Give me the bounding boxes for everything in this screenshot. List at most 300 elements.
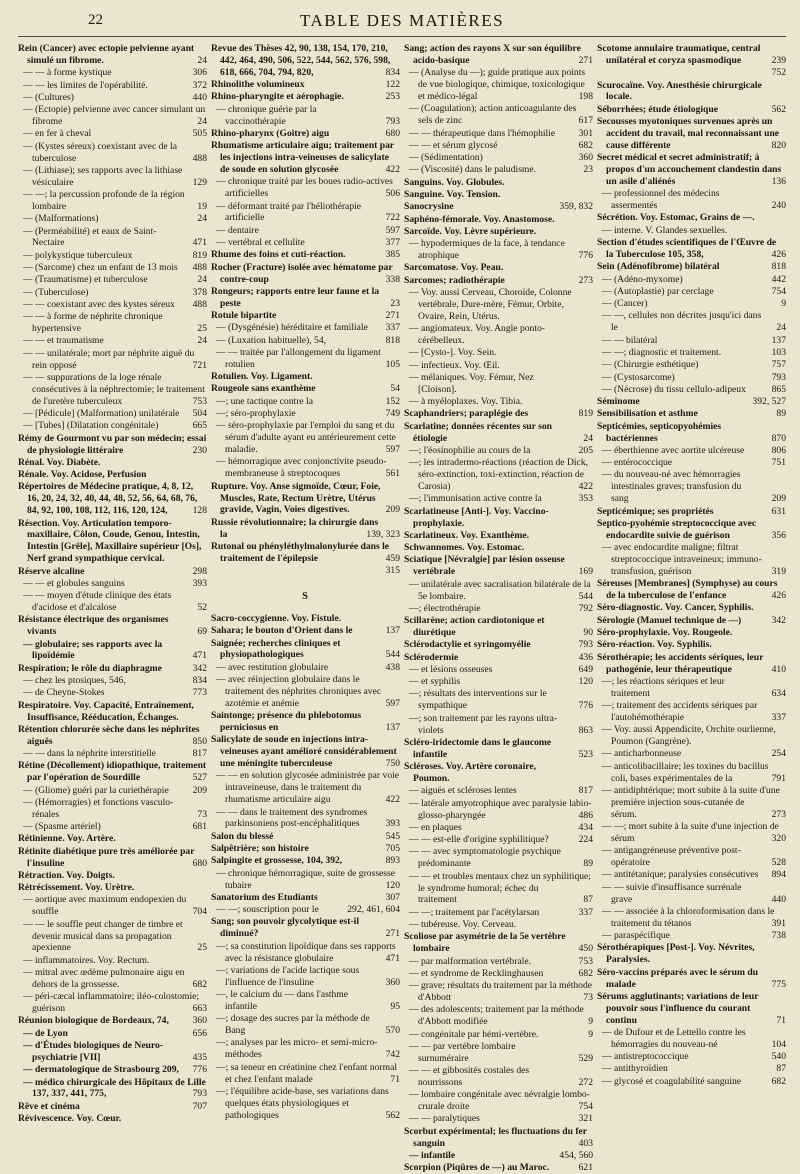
entry-text: — avec réinjection globulaire dans le traitement des néphrites chroniques avec azotémie et anémie <box>216 674 382 709</box>
entry-text: — mélaniques. Voy. Fémur, Nez [Cloison]. <box>409 371 534 395</box>
entry-text: — — et globules sanguins <box>23 577 125 589</box>
entry-page-ref: 775 <box>760 979 786 991</box>
entry-text: — (Chirurgie esthétique) <box>602 359 699 371</box>
entry-page-ref: 422 <box>567 481 593 493</box>
entry-text: Schwannomes. Voy. Estomac. <box>404 542 525 554</box>
entry-page-ref: 722 <box>374 212 400 224</box>
index-entry <box>404 323 593 347</box>
index-entry <box>597 724 786 748</box>
entry-page-ref: 372 <box>181 80 207 92</box>
index-entry <box>18 833 207 845</box>
entry-page-ref: 504 <box>181 408 207 420</box>
index-entry <box>404 846 593 870</box>
index-entry <box>597 785 786 821</box>
entry-page-ref: 410 <box>760 664 786 676</box>
entry-text: — — moyen d'étude clinique des états d'acidose et d'alcalose <box>23 590 172 614</box>
index-entry <box>404 968 593 980</box>
index-entry <box>404 798 593 822</box>
entry-text: — chronique hémorragique, suite de grossesse tubaire <box>216 867 396 891</box>
entry-page-ref: 9 <box>567 1016 593 1028</box>
entry-page-ref: 631 <box>760 506 786 518</box>
entry-page-ref: 773 <box>181 687 207 699</box>
index-entry <box>211 625 400 637</box>
entry-text: Rhino-pharyngite et aérophagie. <box>211 91 344 103</box>
index-entry <box>18 141 207 165</box>
entry-page-ref: 71 <box>760 1015 786 1027</box>
index-entry <box>18 1015 207 1027</box>
index-entry <box>404 579 593 603</box>
index-entry <box>211 249 400 261</box>
entry-text: — des adolescents; traitement par la méthode d'Abbott modifiée <box>409 1004 584 1028</box>
entry-text: — [Pédicule] (Malformation) unilatérale <box>23 408 180 419</box>
entry-page-ref: 471 <box>181 650 207 662</box>
index-entry <box>211 383 400 395</box>
entry-page-ref: 544 <box>374 649 400 661</box>
entry-page-ref: 209 <box>374 504 400 516</box>
index-entry <box>211 335 400 347</box>
entry-text: Rotule bipartite <box>211 310 277 322</box>
entry-page-ref: 360 <box>567 152 593 164</box>
entry-text: — — et troubles mentaux chez un syphilitique; le syndrome humoral; échec du traitement <box>409 870 591 906</box>
entry-page-ref: 271 <box>374 928 400 940</box>
entry-page-ref: 103 <box>760 347 786 359</box>
entry-text: — hémorragique avec conjonctivite pseudo-membraneuse à streptocoques <box>216 456 387 480</box>
index-entry <box>404 189 593 201</box>
entry-text: Secret médical et secret administratif; à propos d'un accouchement clandestin dans un asile d'aliénés <box>597 152 782 187</box>
entry-text: Révivescence. Voy. Cœur. <box>18 1113 122 1125</box>
entry-page-ref: 436 <box>567 652 593 664</box>
entry-text: Sanguine. Voy. Tension. <box>404 189 501 200</box>
entry-text: — de Cheyne-Stokes <box>23 687 105 699</box>
index-entry <box>18 1064 207 1076</box>
index-entry <box>404 457 593 493</box>
index-entry <box>597 408 786 420</box>
index-entry <box>211 565 400 577</box>
entry-text: Sclérodermie <box>404 651 459 663</box>
index-entry <box>597 1027 786 1051</box>
index-entry <box>597 469 786 505</box>
entry-text: — (Autoplastie) par cerclage <box>602 285 714 297</box>
entry-text: — aortique avec maximum endopexien du souffle <box>23 894 187 918</box>
index-entry <box>404 128 593 140</box>
index-entry <box>597 286 786 298</box>
entry-page-ref: 306 <box>181 67 207 79</box>
index-entry <box>18 1028 207 1040</box>
entry-page-ref: 681 <box>181 821 207 833</box>
index-entry <box>211 104 400 128</box>
entry-text: — chronique traité par les boues radio-actives artificielles <box>216 176 393 200</box>
entry-text: — (Coagulation); action anticoagulante des sels de zinc <box>409 103 577 127</box>
entry-text: — et lésions osseuses <box>409 663 493 675</box>
index-entry <box>597 372 786 384</box>
index-entry <box>404 347 593 359</box>
entry-text: — (Dysgénésie) héréditaire et familiale <box>216 322 368 334</box>
index-entry <box>404 1004 593 1028</box>
index-entry <box>404 664 593 676</box>
index-entry <box>404 871 593 907</box>
entry-text: — — est-elle d'origine syphilitique? <box>409 834 549 846</box>
index-entry <box>211 1086 400 1122</box>
entry-page-ref: 301 <box>567 128 593 140</box>
index-entry <box>211 128 400 140</box>
index-entry <box>404 785 593 797</box>
entry-text: — (Spasme artériel) <box>23 821 101 833</box>
entry-text: Sciatique [Névralgie] par lésion osseuse vertébrale <box>404 554 565 578</box>
index-entry <box>211 286 400 310</box>
entry-page-ref: 663 <box>181 1003 207 1015</box>
entry-text: — glycosé et coagulabilité sanguine <box>602 1075 742 1087</box>
index-entry <box>18 481 207 517</box>
index-entry <box>211 140 400 176</box>
index-entry <box>211 892 400 904</box>
index-entry <box>597 43 786 67</box>
entry-text: — —; diagnostic et traitement. <box>602 346 722 358</box>
index-entry <box>18 1077 207 1101</box>
index-entry <box>18 991 207 1015</box>
index-entry <box>404 980 593 1004</box>
entry-text: Séro-vaccins préparés avec le sérum du malade <box>597 966 759 990</box>
entry-text: — — paralytiques <box>409 1113 480 1125</box>
index-entry <box>404 177 593 189</box>
entry-text: — lombaire congénitale avec névralgie lombo-crurale droite <box>409 1089 590 1113</box>
index-entry <box>404 652 593 664</box>
index-entry <box>18 614 207 638</box>
entry-page-ref: 25 <box>181 942 207 954</box>
index-columns <box>18 43 786 1174</box>
index-entry <box>211 868 400 892</box>
index-entry <box>404 152 593 164</box>
entry-text: — [Cysto-]. Voy. Sein. <box>409 347 497 359</box>
entry-page-ref: 850 <box>181 736 207 748</box>
entry-page-ref: 337 <box>760 712 786 724</box>
index-entry <box>18 274 207 286</box>
entry-page-ref: 442 <box>760 274 786 286</box>
entry-page-ref: 9 <box>760 298 786 310</box>
entry-text: — d'Études biologiques de Neuro-psychiatrie [VII] <box>23 1040 164 1063</box>
entry-page-ref: 597 <box>374 698 400 710</box>
index-entry <box>211 638 400 662</box>
entry-text: — péri-cæcal inflammatoire; iléo-colostomie; guérison <box>23 991 200 1015</box>
entry-page-ref: 73 <box>181 809 207 821</box>
index-entry <box>18 870 207 882</box>
entry-page-ref: 129 <box>181 177 207 189</box>
entry-page-ref: 25 <box>181 323 207 335</box>
index-entry <box>404 822 593 834</box>
entry-page-ref: 137 <box>374 625 400 637</box>
entry-page-ref: 806 <box>760 445 786 457</box>
entry-text: — infantile <box>409 1149 456 1161</box>
entry-page-ref: 224 <box>567 834 593 846</box>
index-entry <box>597 298 786 310</box>
index-entry <box>211 225 400 237</box>
entry-page-ref: 450 <box>567 943 593 955</box>
index-entry <box>404 676 593 688</box>
entry-page-ref: 136 <box>760 176 786 188</box>
index-entry <box>18 311 207 335</box>
index-entry <box>211 176 400 200</box>
index-entry <box>211 237 400 249</box>
entry-text: Rémy de Gourmont vu par son médecin; essai de physiologie littéraire <box>18 432 207 456</box>
entry-text: Scurocaïne. Voy. Anesthésie chirurgicale locale. <box>597 79 762 103</box>
index-column-2 <box>211 43 400 1121</box>
entry-text: Rétention chlorurée sèche dans les néphrites aiguës <box>18 723 200 747</box>
index-entry <box>597 359 786 371</box>
entry-text: — inflammatoires. Voy. Rectum. <box>23 954 150 966</box>
entry-text: — — avec symptomatologie psychique prédominante <box>409 846 561 870</box>
entry-page-ref: 139, 323 <box>366 528 400 540</box>
entry-page-ref: 393 <box>181 578 207 590</box>
entry-page-ref: 403 <box>567 1138 593 1150</box>
entry-page-ref: 24 <box>181 274 207 286</box>
index-entry <box>404 530 593 542</box>
entry-page-ref: 486 <box>567 810 593 822</box>
entry-text: Rhume des foins et cuti-réaction. <box>211 249 346 261</box>
entry-page-ref: 488 <box>181 153 207 165</box>
index-entry <box>18 213 207 225</box>
index-entry <box>404 688 593 712</box>
entry-text: Séminome <box>597 396 640 408</box>
entry-page-ref: 273 <box>760 809 786 821</box>
entry-page-ref: 273 <box>567 275 593 287</box>
index-entry <box>404 542 593 554</box>
entry-text: Résistance électrique des organismes vivants <box>18 614 169 638</box>
index-entry <box>597 906 786 930</box>
entry-page-ref: 342 <box>760 615 786 627</box>
entry-text: Sérologie (Manuel technique de —) <box>597 614 742 626</box>
entry-text: Respiration; le rôle du diaphragme <box>18 662 162 674</box>
entry-text: Rongeurs; rapports entre leur faune et la peste <box>211 285 380 309</box>
entry-text: Salpêtrière; son histoire <box>211 843 309 855</box>
index-entry <box>597 506 786 518</box>
index-entry <box>404 956 593 968</box>
index-entry <box>597 615 786 627</box>
entry-page-ref: 454, 560 <box>559 1149 593 1161</box>
index-entry <box>597 188 786 212</box>
index-entry <box>597 748 786 760</box>
entry-page-ref: 24 <box>181 116 207 128</box>
entry-text: — congénitale par hémi-vertèbre. <box>409 1028 539 1040</box>
entry-text: — (Analyse du —); guide pratique aux points de vue biologique, chimique, toxicologique et médico-légal <box>409 67 586 103</box>
entry-text: Sahara; le bouton d'Orient dans le <box>211 625 353 637</box>
entry-text: — du nouveau-né avec hémorragies intestinales graves; transfusion du sang <box>602 469 742 505</box>
entry-page-ref: 271 <box>374 310 400 322</box>
entry-page-ref: 272 <box>567 1077 593 1089</box>
entry-text: — éberthienne avec aortite ulcéreuse <box>602 444 745 456</box>
index-entry <box>211 662 400 674</box>
entry-page-ref: 23 <box>374 298 400 310</box>
entry-page-ref: 105 <box>374 359 400 371</box>
entry-page-ref: 471 <box>181 237 207 249</box>
entry-page-ref: 120 <box>374 880 400 892</box>
index-entry <box>597 225 786 237</box>
index-entry <box>18 348 207 372</box>
entry-text: Scarlatineuse [Anti-]. Voy. Vaccino-prophylaxie. <box>404 505 549 529</box>
entry-text: — — dans le traitement des syndromes parkinsoniens post-encéphalitiques <box>216 806 368 830</box>
index-entry <box>18 420 207 432</box>
entry-text: Sang; action des rayons X sur son équilibre acido-basique <box>404 43 581 66</box>
entry-page-ref: 757 <box>760 359 786 371</box>
index-entry <box>18 67 207 79</box>
entry-page-ref: 253 <box>374 91 400 103</box>
entry-text: Réunion biologique de Bordeaux, 74, <box>18 1015 169 1027</box>
entry-page-ref: 426 <box>760 590 786 602</box>
entry-text: — anticharbonneuse <box>602 748 682 760</box>
entry-page-ref: 505 <box>181 128 207 140</box>
entry-text: —; sa constitution lipoïdique dans ses rapports avec la résistance globulaire <box>216 940 396 964</box>
entry-text: — séro-prophylaxie par l'emploi du sang et du sérum d'adulte ayant eu antérieurement cette maladie. <box>216 420 396 456</box>
index-entry <box>404 238 593 262</box>
entry-page-ref: 438 <box>374 662 400 674</box>
entry-text: —; l'éosinophilie au cours de la <box>409 444 531 456</box>
entry-page-ref: 137 <box>760 335 786 347</box>
entry-text: — (Gliome) guéri par la curiethérapie <box>23 784 169 796</box>
index-entry <box>18 955 207 967</box>
entry-page-ref: 527 <box>181 772 207 784</box>
entry-page-ref: 544 <box>567 591 593 603</box>
entry-text: — — à forme kystique <box>23 67 112 79</box>
entry-text: — (Sédimentation) <box>409 152 483 164</box>
index-entry <box>404 1065 593 1089</box>
entry-text: — entérococcique <box>602 457 673 469</box>
entry-text: — angiomateux. Voy. Angle ponto-cérébelleux. <box>409 323 545 346</box>
entry-page-ref: 9 <box>567 1029 593 1041</box>
index-entry <box>404 506 593 530</box>
entry-text: — antistreptococcique <box>602 1051 689 1063</box>
entry-text: — aiguës et scléroses lentes <box>409 785 517 797</box>
entry-text: Rénale. Voy. Acidose, Perfusion <box>18 469 147 481</box>
entry-text: — avec restitution globulaire <box>216 661 329 673</box>
index-entry <box>597 991 786 1027</box>
index-entry <box>597 347 786 359</box>
entry-text: Rocher (Fracture) isolée avec hématome par contre-coup <box>211 261 393 285</box>
index-entry <box>211 408 400 420</box>
index-entry <box>404 1113 593 1125</box>
entry-page-ref: 707 <box>181 1101 207 1113</box>
entry-page-ref: 440 <box>760 894 786 906</box>
index-entry <box>404 421 593 445</box>
index-entry <box>18 919 207 955</box>
index-entry <box>404 931 593 955</box>
entry-page-ref: 209 <box>760 493 786 505</box>
entry-page-ref: 682 <box>567 140 593 152</box>
index-entry <box>404 919 593 931</box>
index-entry <box>404 907 593 919</box>
entry-text: Saphéno-fémorale. Voy. Anastomose. <box>404 213 555 225</box>
entry-page-ref: 73 <box>567 992 593 1004</box>
index-entry <box>404 1089 593 1113</box>
entry-text: — paraspécifique <box>602 930 670 942</box>
index-entry <box>404 493 593 505</box>
index-entry <box>211 941 400 965</box>
index-entry <box>404 713 593 737</box>
entry-page-ref: 122 <box>374 79 400 91</box>
entry-text: Séro-réaction. Voy. Syphilis. <box>597 639 712 651</box>
entry-page-ref: 23 <box>567 164 593 176</box>
entry-text: Rétine (Décollement) idiopathique, traitement par l'opération de Sourdille <box>18 760 207 784</box>
index-entry <box>18 80 207 92</box>
entry-text: Sérums agglutinants; variations de leur pouvoir sous l'influence du courant continu <box>597 990 759 1026</box>
entry-text: — mitral avec œdème pulmonaire aigu en dehors de la grossesse. <box>23 967 185 990</box>
entry-text: — (Malformations) <box>23 213 99 225</box>
entry-page-ref: 321 <box>567 1113 593 1125</box>
entry-text: Rhumatisme articulaire aigu; traitement par les injections intra-veineuses de salicylate de soude en solution glycosée <box>211 140 394 176</box>
page-title: TABLE DES MATIÈRES <box>299 11 505 30</box>
index-entry <box>211 904 400 916</box>
entry-text: Sérothérapiques [Post-]. Voy. Névrites, Paralysies. <box>597 942 755 966</box>
index-entry <box>18 967 207 991</box>
entry-text: — et syndrome de Recklinghausen <box>409 967 544 979</box>
index-entry <box>18 226 207 250</box>
entry-page-ref: 680 <box>374 128 400 140</box>
entry-page-ref: 24 <box>760 322 786 334</box>
entry-page-ref: 749 <box>374 408 400 420</box>
entry-text: Sacro-coccygienne. Voy. Fistule. <box>211 612 342 624</box>
index-entry <box>597 1063 786 1075</box>
entry-text: — médico chirurgicale des Hôpitaux de Lille 137, 337, 441, 775, <box>23 1076 206 1100</box>
entry-text: — en fer à cheval <box>23 128 92 140</box>
entry-page-ref: 89 <box>760 408 786 420</box>
entry-text: — (Adéno-myxome) <box>602 273 683 285</box>
index-entry <box>18 250 207 262</box>
index-entry <box>211 310 400 322</box>
index-entry <box>597 652 786 676</box>
entry-page-ref: 120 <box>567 676 593 688</box>
index-entry <box>18 43 207 67</box>
entry-page-ref: 753 <box>181 396 207 408</box>
index-entry <box>18 797 207 821</box>
index-entry <box>18 639 207 663</box>
entry-text: — — suivie d'insuffisance surrénale grave <box>602 881 742 905</box>
entry-page-ref: 834 <box>181 675 207 687</box>
index-entry <box>597 930 786 942</box>
entry-text: — en plaques <box>409 821 462 833</box>
entry-text: Section d'études scientifiques de l'Œuvre de la Tuberculose 105, 358, <box>597 237 777 260</box>
index-entry <box>404 140 593 152</box>
index-entry <box>404 226 593 238</box>
entry-page-ref: 705 <box>374 843 400 855</box>
index-entry <box>597 384 786 396</box>
index-entry <box>211 43 400 79</box>
entry-text: — — unilatérale; mort par néphrite aiguë du rein opposé <box>23 347 195 371</box>
entry-text <box>211 565 237 576</box>
entry-page-ref: 434 <box>567 822 593 834</box>
index-entry <box>18 469 207 481</box>
entry-page-ref: 87 <box>760 1063 786 1075</box>
entry-text: Sérothérapie; les accidents sériques, leur pathogénie, leur thérapeutique <box>597 651 764 675</box>
index-entry <box>18 566 207 578</box>
entry-text: Séreuses [Membranes] (Symphyse) au cours de la tuberculose de l'enfance <box>597 578 778 602</box>
index-entry <box>404 737 593 761</box>
index-entry <box>18 299 207 311</box>
index-entry <box>211 855 400 867</box>
index-entry <box>211 674 400 710</box>
index-entry <box>211 831 400 843</box>
entry-page-ref: 793 <box>181 1088 207 1100</box>
entry-text: Salpingite et grossesse, 104, 392, <box>211 855 343 867</box>
entry-text: — — à forme de néphrite chronique hypertensive <box>23 311 163 335</box>
entry-text: Rougeole sans exanthème <box>211 383 316 395</box>
entry-text: — — traitée par l'allongement du ligament rotulien <box>216 346 381 370</box>
index-entry <box>597 761 786 785</box>
entry-text: Rotulien. Voy. Ligament. <box>211 371 313 383</box>
page-header <box>18 10 786 37</box>
entry-text: Russie révolutionnaire; la chirurgie dans la <box>211 516 379 540</box>
entry-text: Septicémique; ses propriétés <box>597 505 714 517</box>
entry-page-ref: 680 <box>181 858 207 870</box>
entry-page-ref: 793 <box>760 372 786 384</box>
entry-text: Scléro-iridectomie dans le glaucome infantile <box>404 736 552 760</box>
entry-page-ref: 320 <box>760 833 786 845</box>
